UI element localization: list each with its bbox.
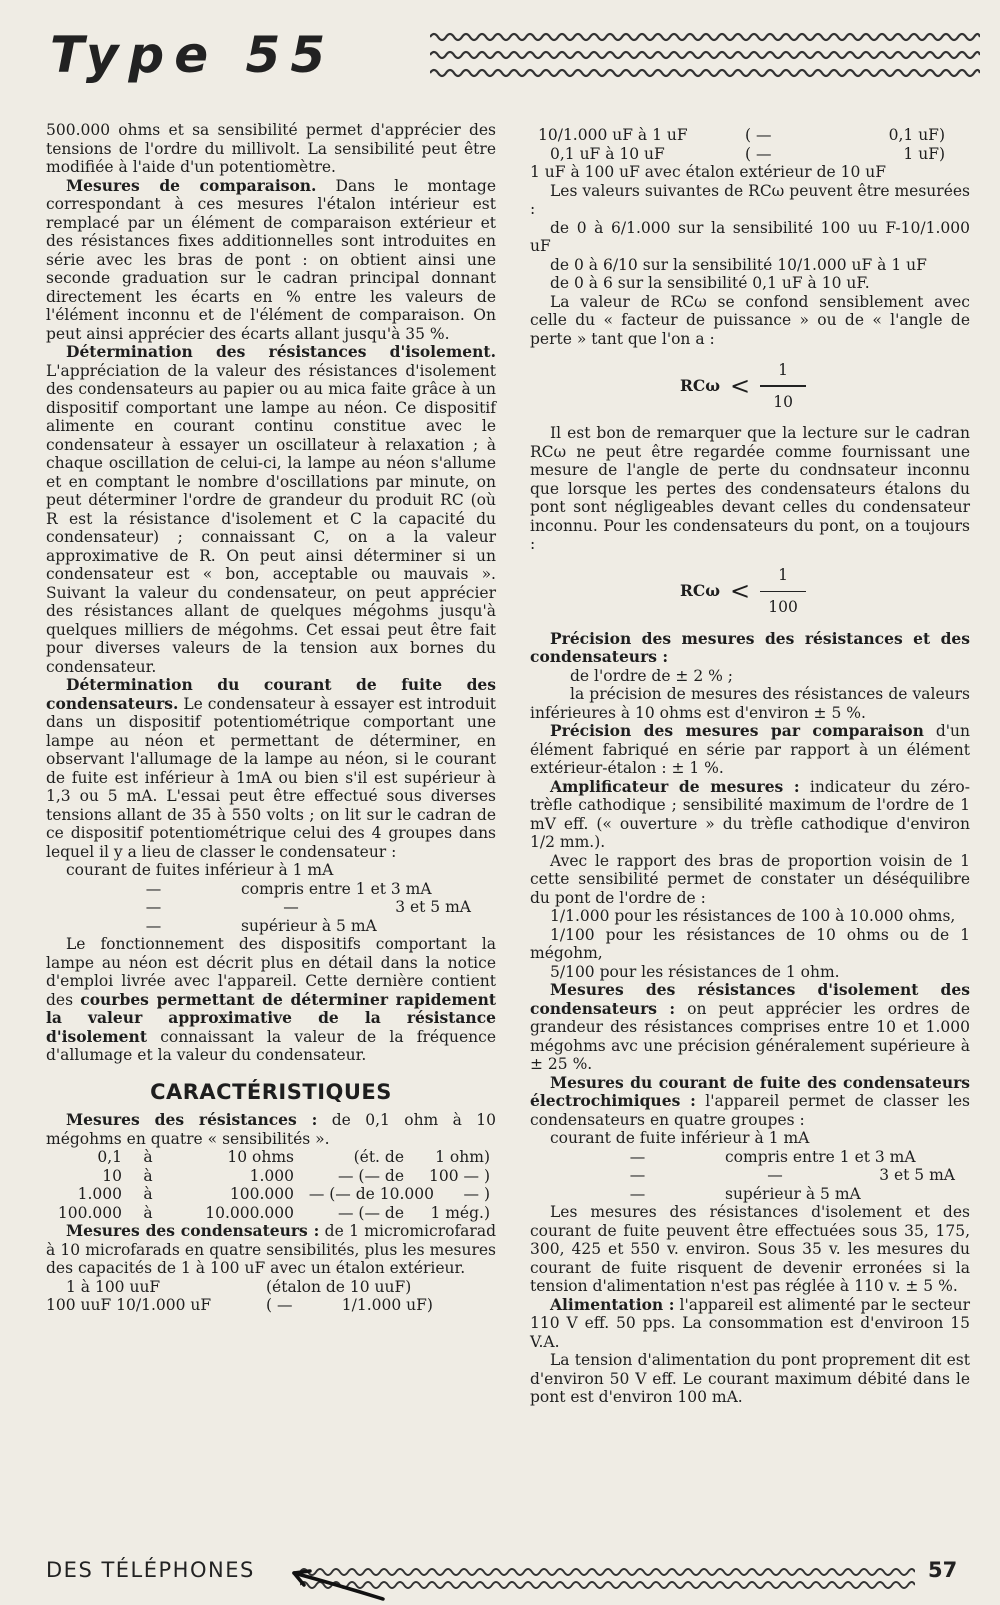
run-in-heading: Détermination des résistances d'isolement.: [66, 342, 496, 361]
capacitance-range-table-cont: [530, 126, 970, 163]
fraction-bar: [760, 385, 806, 386]
table-row: 100.000 à 10.000.000 — (— de 1 még.): [57, 1203, 490, 1222]
paragraph: Mesures du courant de fuite des condensateurs électrochimiques : l'appareil permet de classer les condensateurs en quatre groupes :: [530, 1072, 970, 1129]
wavy-rule-top-3: [430, 66, 980, 80]
paragraph: de 0 à 6 sur la sensibilité 0,1 uF à 10 uF.: [550, 274, 870, 292]
wavy-rule-footer-1: [300, 1565, 915, 1579]
paragraph: 5/100 pour les résistances de 1 ohm.: [550, 962, 840, 981]
paragraph: Alimentation : l'appareil est alimenté par le secteur 110 V eff. 50 pps. La consommation est d'enviroon 15 V.A.: [530, 1294, 970, 1351]
paragraph: de 0 à 6/10 sur la sensibilité 10/1.000 uF à 1 uF: [550, 255, 927, 274]
paragraph: de l'ordre de ± 2 % ;: [570, 666, 734, 685]
footer-publisher: DES TÉLÉPHONES: [46, 1558, 255, 1582]
run-in-heading: Mesures des résistances d'isolement des condensateurs :: [530, 980, 970, 1018]
run-in-heading: Alimentation :: [550, 1294, 675, 1314]
fraction-numerator: 1: [778, 360, 789, 379]
paragraph: Mesures des condensateurs : de 1 micromicrofarad à 10 microfarads en quatre sensibilités, plus les mesures des capacités de 1 à 100 uF avec un étalon extérieur.: [46, 1221, 496, 1277]
leak-current-list: [550, 1129, 970, 1203]
paragraph: La valeur de RCω se confond sensiblement avec celle du « facteur de puissance » ou de « l'angle de perte » tant que l'on a :: [530, 292, 970, 348]
paragraph: Détermination du courant de fuite des condensateurs. Le condensateur à essayer est introduit dans un dispositif potentiométrique comportant une lampe au néon et permettant de déterminer, en observant l'allumage de la lampe au néon, si le courant de fuite est inférieur à 1mA ou bien s'il est supérieur à 1,3 ou 5 mA. L'essai peut être effectué sous diverses tensions allant de 35 à 550 volts ; on lit sur le cadran de ce dispositif potentiométrique celui des 4 groupes dans lequel il y a lieu de classer le condensateur :: [46, 675, 496, 861]
list-item: — supérieur à 5 mA: [145, 916, 377, 935]
fraction-bar: [760, 591, 806, 592]
list-item: — — 3 et 5 mA: [145, 898, 471, 916]
fraction-denominator: 100: [768, 598, 798, 617]
table-row: 10/1.000 uF à 1 uF ( — 0,1 uF): [538, 126, 945, 144]
formula-inequality-1: RCω < 1 10: [530, 354, 970, 418]
paragraph: Mesures de comparaison. Dans le montage correspondant à ces mesures l'étalon intérieur est remplacé par un élément de comparaison extérieur et des résistances fixes additionnelles sont introduites en série avec les bras de pont : on obtient ainsi une seconde graduation sur le cadran principal donnant directement les écarts en % entre les valeurs de l'élément inconnu et de l'élément de comparaison. On peut ainsi apprécier des écarts allant jusqu'à 35 %.: [46, 175, 496, 343]
hand-drawn-arrow-icon: [288, 1565, 388, 1605]
paragraph: Les mesures des résistances d'isolement et des courant de fuite peuvent être effectuées sous 35, 175, 300, 425 et 550 v. environ. Sous 35 v. les mesures du courant de fuite risquent de devenir erronées si la tension d'alimentation n'est pas réglée à 110 v. ± 5 %.: [530, 1203, 970, 1295]
paragraph: Les valeurs suivantes de RCω peuvent être mesurées :: [530, 181, 970, 218]
paragraph: la précision de mesures des résistances de valeurs inférieures à 10 ohms est d'environ ± 5 %.: [530, 685, 970, 722]
paragraph: Détermination des résistances d'isolement. L'appréciation de la valeur des résistances d'isolement des condensateurs au papier ou au mica faite grâce à un dispositif comportant une lampe au néon. Ce dispositif alimente en courant continu constitue avec le condensateur à essayer un oscillateur à relaxation ; à chaque oscillation de celui-ci, la lampe au néon s'allume et en comptant le nombre d'oscillations par minute, on peut déterminer l'ordre de grandeur du produit RC (où R est la résistance d'isolement et C la capacité du condensateur) ; connaissant C, on a la valeur approximative de R. On peut ainsi déterminer si un condensateur est « bon, acceptable ou mauvais ». Suivant la valeur du condensateur, on peut apprécier des résistances allant de quelques mégohms jusqu'à quelques milliers de mégohms. Cet essai peut être fait pour diverses valeurs de la tension aux bornes du condensateur.: [46, 342, 496, 676]
run-in-heading: Détermination du courant de fuite des condensateurs.: [46, 675, 496, 713]
run-in-heading: Précision des mesures par comparaison: [550, 721, 924, 740]
list-item: — compris entre 1 et 3 mA: [145, 879, 432, 898]
list-item: — — 3 et 5 mA: [629, 1166, 955, 1184]
paragraph: 1 uF à 100 uF avec étalon extérieur de 10 uF: [530, 163, 887, 181]
run-in-heading: Mesures des condensateurs :: [66, 1221, 320, 1240]
run-in-heading: Mesures de comparaison.: [66, 175, 317, 195]
section-heading: CARACTÉRISTIQUES: [150, 1079, 392, 1104]
paragraph: Il est bon de remarquer que la lecture sur le cadran RCω ne peut être regardée comme fournissant une mesure de l'angle de perte du condnsateur inconnu que lorsque les pertes des condensateurs étalons du pont sont négligeables devant celles du condensateur inconnu. Pour les condensateurs du pont, on a toujours :: [530, 424, 970, 553]
table-row: 0,1 uF à 10 uF ( — 1 uF): [550, 144, 945, 163]
wavy-rule-footer-2: [300, 1578, 915, 1592]
paragraph: [530, 630, 970, 667]
leak-current-list: [66, 861, 496, 935]
fraction-denominator: 10: [773, 392, 793, 411]
list-item: — supérieur à 5 mA: [629, 1184, 861, 1203]
paragraph: de 0 à 6/1.000 sur la sensibilité 100 uu F-10/1.000 uF: [530, 218, 970, 255]
capacitance-range-table: [46, 1278, 496, 1315]
list-item: courant de fuites inférieur à 1 mA: [66, 861, 334, 879]
run-in-heading: Mesures des résistances :: [66, 1110, 318, 1129]
resistance-range-table: [50, 1148, 496, 1222]
right-column: [530, 126, 970, 1407]
fraction-numerator: 1: [778, 566, 789, 585]
formula-inequality-2: RCω < 1 100: [530, 560, 970, 624]
left-column: [46, 121, 496, 1315]
table-row: 0,1 à 10 ohms (ét. de 1 ohm): [97, 1148, 490, 1166]
table-row: 1 à 100 uuF (étalon de 10 uuF): [66, 1277, 412, 1296]
run-in-heading: Précision des mesures des résistances et des condensateurs :: [530, 628, 970, 666]
list-item: courant de fuite inférieur à 1 mA: [550, 1129, 810, 1147]
paragraph: Amplificateur de mesures : indicateur du zéro-trèfle cathodique ; sensibilité maximum de l'ordre de 1 mV eff. (« ouverture » du trèfle cathodique d'environ 1/2 mm.).: [530, 776, 970, 851]
wavy-rule-top-1: [430, 30, 980, 44]
paragraph: Mesures des résistances : de 0,1 ohm à 10 mégohms en quatre « sensibilités ».: [46, 1110, 496, 1148]
run-in-heading: Mesures du courant de fuite des condensateurs électrochimiques :: [530, 1072, 970, 1110]
run-in-heading: Amplificateur de mesures :: [550, 776, 800, 796]
page-number: 57: [928, 1558, 958, 1582]
paragraph: 500.000 ohms et sa sensibilité permet d'apprécier des tensions de l'ordre du millivolt. La sensibilité peut être modifiée à l'aide d'un potentiomètre.: [46, 121, 496, 176]
paragraph: La tension d'alimentation du pont proprement dit est d'environ 50 V eff. Le courant maximum débité dans le pont est d'environ 100 mA.: [530, 1351, 970, 1406]
table-row: 10 à 1.000 — (— de 100 — ): [102, 1166, 490, 1185]
paragraph: Le fonctionnement des dispositifs comportant la lampe au néon est décrit plus en détail dans la notice d'emploi livrée avec l'appareil. Cette dernière contient des courbes permettant de déterminer rapidement la valeur approximative de la résistance d'isolement connaissant la valeur de la fréquence d'allumage et la valeur du condensateur.: [46, 935, 497, 1064]
paragraph: Avec le rapport des bras de proportion voisin de 1 cette sensibilité permet de constater un déséquilibre du pont de l'ordre de :: [530, 851, 970, 907]
paragraph: Précision des mesures par comparaison d'un élément fabriqué en série par rapport à un élément extérieur-étalon : ± 1 %.: [530, 721, 971, 777]
list-item: — compris entre 1 et 3 mA: [629, 1147, 916, 1166]
paragraph: 1/100 pour les résistances de 10 ohms ou de 1 mégohm,: [530, 925, 970, 962]
paragraph: Mesures des résistances d'isolement des condensateurs : on peut apprécier les ordres de grandeur des résistances comprises entre 10 et 1.000 mégohms avc une précision généralement supérieure à ± 25 %.: [530, 980, 970, 1073]
page-title: Type 55: [50, 26, 336, 84]
wavy-rule-top-2: [430, 48, 980, 62]
paragraph: 1/1.000 pour les résistances de 100 à 10.000 ohms,: [550, 907, 956, 925]
table-row: 100 uuF 10/1.000 uF ( — 1/1.000 uF): [46, 1296, 433, 1314]
table-row: 1.000 à 100.000 — (— de 10.000 — ): [77, 1185, 490, 1203]
